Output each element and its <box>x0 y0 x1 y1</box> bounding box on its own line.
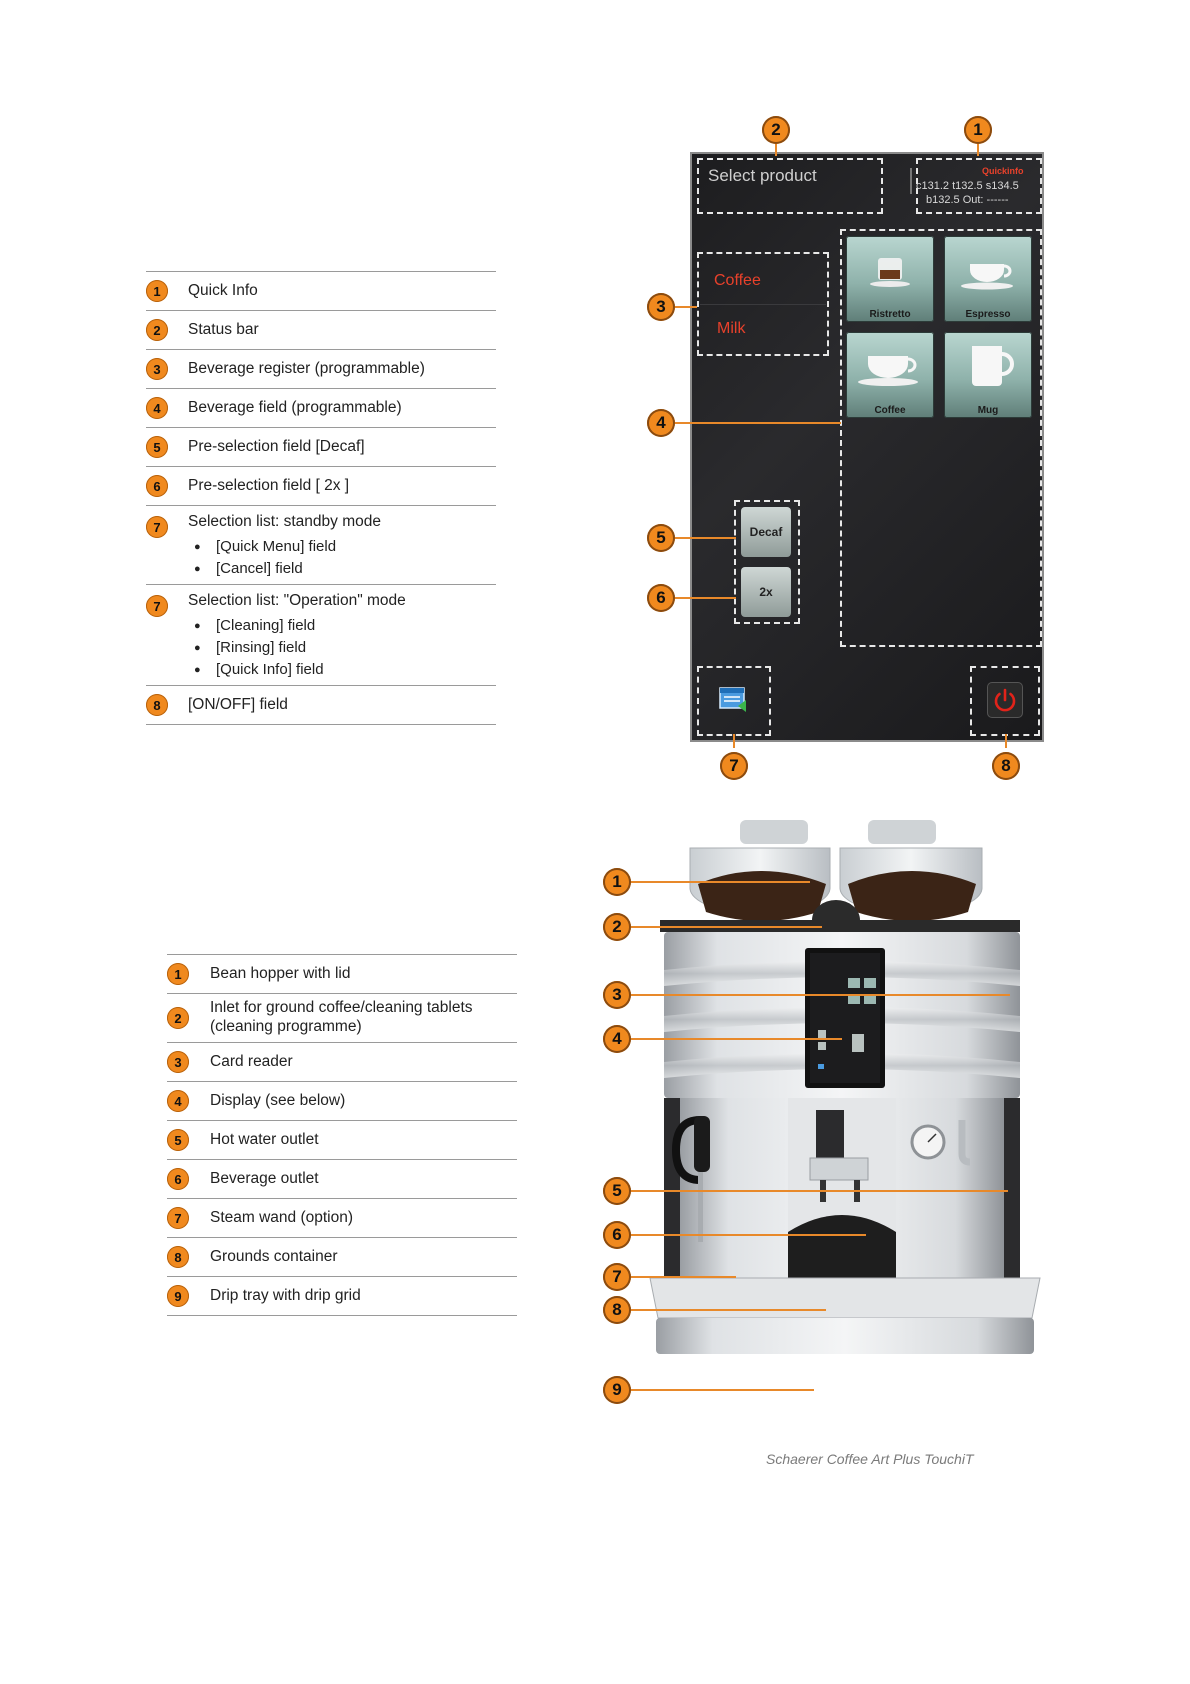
register-tab-coffee[interactable]: Coffee <box>714 272 761 289</box>
callout-badge: 7 <box>603 1263 631 1291</box>
tile-label: Ristretto <box>869 309 911 320</box>
figure-caption: Schaerer Coffee Art Plus TouchiT <box>766 1451 974 1467</box>
legend-label: Hot water outlet <box>210 1131 319 1148</box>
callout-badge: 3 <box>647 293 675 321</box>
legend-label: Beverage register (programmable) <box>188 360 425 377</box>
coffee-machine-illustration <box>640 820 1080 1440</box>
quickinfo-line: b132.5 Out: ------ <box>926 194 1009 206</box>
number-badge: 5 <box>167 1129 189 1151</box>
legend-label: Status bar <box>188 321 259 338</box>
tile-espresso[interactable] <box>944 236 1032 322</box>
display-legend <box>146 271 496 725</box>
bullet-item: ● [Rinsing] field <box>188 637 406 659</box>
legend-label: Beverage field (programmable) <box>188 399 402 416</box>
number-badge: 7 <box>146 595 168 617</box>
legend-row <box>146 311 496 350</box>
callout-badge: 2 <box>603 913 631 941</box>
legend-row <box>167 1082 517 1121</box>
callout-badge: 4 <box>647 409 675 437</box>
callout-line <box>733 734 735 748</box>
callout-line <box>624 1038 842 1040</box>
bullet-item: ● [Cleaning] field <box>188 615 406 637</box>
legend-label: Steam wand (option) <box>210 1209 354 1226</box>
bullet-list <box>188 615 406 681</box>
callout-badge: 3 <box>603 981 631 1009</box>
number-badge: 8 <box>167 1246 189 1268</box>
callout-line <box>624 1234 866 1236</box>
callout-badge: 1 <box>964 116 992 144</box>
tile-mug[interactable] <box>944 332 1032 418</box>
onoff-button[interactable] <box>988 683 1022 717</box>
register-divider <box>700 304 826 305</box>
callout-line <box>624 1190 1008 1192</box>
number-badge: 7 <box>167 1207 189 1229</box>
legend-label: Card reader <box>210 1053 293 1070</box>
legend-row <box>146 271 496 311</box>
callout-line <box>1005 734 1007 748</box>
quickinfo-line: c131.2 t132.5 s134.5 <box>916 180 1019 192</box>
legend-row <box>146 467 496 506</box>
quick-menu-icon[interactable] <box>718 684 750 716</box>
legend-row <box>167 1160 517 1199</box>
legend-label: Drip tray with drip grid <box>210 1287 361 1304</box>
number-badge: 6 <box>167 1168 189 1190</box>
power-icon <box>988 683 1022 717</box>
legend-row <box>167 1199 517 1238</box>
number-badge: 4 <box>146 397 168 419</box>
number-badge: 3 <box>167 1051 189 1073</box>
callout-badge: 8 <box>603 1296 631 1324</box>
callout-badge: 1 <box>603 868 631 896</box>
bullet-item: ● [Quick Info] field <box>188 659 406 681</box>
callout-line <box>977 144 979 156</box>
callout-line <box>624 1276 736 1278</box>
legend-label: [ON/OFF] field <box>188 696 288 713</box>
callout-line <box>624 926 822 928</box>
number-badge: 2 <box>167 1007 189 1029</box>
number-badge: 3 <box>146 358 168 380</box>
number-badge: 1 <box>167 963 189 985</box>
legend-row <box>167 994 517 1043</box>
legend-label: Beverage outlet <box>210 1170 319 1187</box>
callout-line <box>775 144 777 156</box>
callout-line <box>675 422 841 424</box>
callout-badge: 6 <box>603 1221 631 1249</box>
legend-label: Pre-selection field [ 2x ] <box>188 477 350 494</box>
legend-row <box>146 585 496 686</box>
callout-badge: 6 <box>647 584 675 612</box>
legend-label: Quick Info <box>188 282 258 299</box>
number-badge: 7 <box>146 516 168 538</box>
register-tab-milk[interactable]: Milk <box>717 320 746 337</box>
legend-row <box>167 1277 517 1316</box>
legend-row <box>167 1238 517 1277</box>
callout-badge: 5 <box>647 524 675 552</box>
callout-line <box>624 1389 814 1391</box>
legend-row <box>146 428 496 467</box>
callout-badge: 4 <box>603 1025 631 1053</box>
legend-row <box>146 686 496 725</box>
bullet-item: ● [Cancel] field <box>188 558 381 580</box>
status-bar-text: Select product <box>708 166 817 185</box>
legend-label: Pre-selection field [Decaf] <box>188 438 365 455</box>
ristretto-cup-icon <box>846 236 934 306</box>
tile-coffee[interactable] <box>846 332 934 418</box>
callout-line <box>624 881 810 883</box>
callout-badge: 7 <box>720 752 748 780</box>
legend-label: Selection list: "Operation" mode <box>188 592 406 609</box>
callout-line <box>624 1309 826 1311</box>
number-badge: 6 <box>146 475 168 497</box>
callout-badge: 5 <box>603 1177 631 1205</box>
number-badge: 2 <box>146 319 168 341</box>
legend-row <box>146 350 496 389</box>
mug-icon <box>944 332 1032 402</box>
legend-row <box>167 954 517 994</box>
callout-line <box>675 597 736 599</box>
bullet-item: ● [Quick Menu] field <box>188 536 381 558</box>
legend-row <box>167 1121 517 1160</box>
callout-line <box>675 537 736 539</box>
callout-badge: 9 <box>603 1376 631 1404</box>
tile-ristretto[interactable] <box>846 236 934 322</box>
legend-label: Grounds container <box>210 1248 338 1265</box>
two-x-button[interactable]: 2x <box>741 567 791 617</box>
legend-label: Bean hopper with lid <box>210 965 351 982</box>
tile-label: Coffee <box>874 405 906 416</box>
legend-label: Inlet for ground coffee/cleaning tablets (cleaning programme) <box>210 999 473 1035</box>
tile-label: Mug <box>977 405 999 416</box>
callout-line <box>624 994 1010 996</box>
legend-label: Display (see below) <box>210 1092 346 1109</box>
number-badge: 9 <box>167 1285 189 1307</box>
bullet-list <box>188 536 381 580</box>
number-badge: 8 <box>146 694 168 716</box>
machine-legend <box>167 954 517 1316</box>
touchscreen-display <box>690 152 1044 742</box>
legend-row <box>146 389 496 428</box>
callout-badge: 8 <box>992 752 1020 780</box>
status-divider <box>910 168 912 194</box>
quickinfo-title: Quickinfo <box>982 166 1024 176</box>
decaf-button[interactable]: Decaf <box>741 507 791 557</box>
espresso-cup-icon <box>944 236 1032 306</box>
legend-row <box>146 506 496 585</box>
callout-badge: 2 <box>762 116 790 144</box>
tile-label: Espresso <box>965 309 1011 320</box>
number-badge: 1 <box>146 280 168 302</box>
legend-row <box>167 1043 517 1082</box>
number-badge: 5 <box>146 436 168 458</box>
number-badge: 4 <box>167 1090 189 1112</box>
legend-label: Selection list: standby mode <box>188 513 381 530</box>
coffee-cup-icon <box>846 332 934 402</box>
callout-line <box>675 306 697 308</box>
